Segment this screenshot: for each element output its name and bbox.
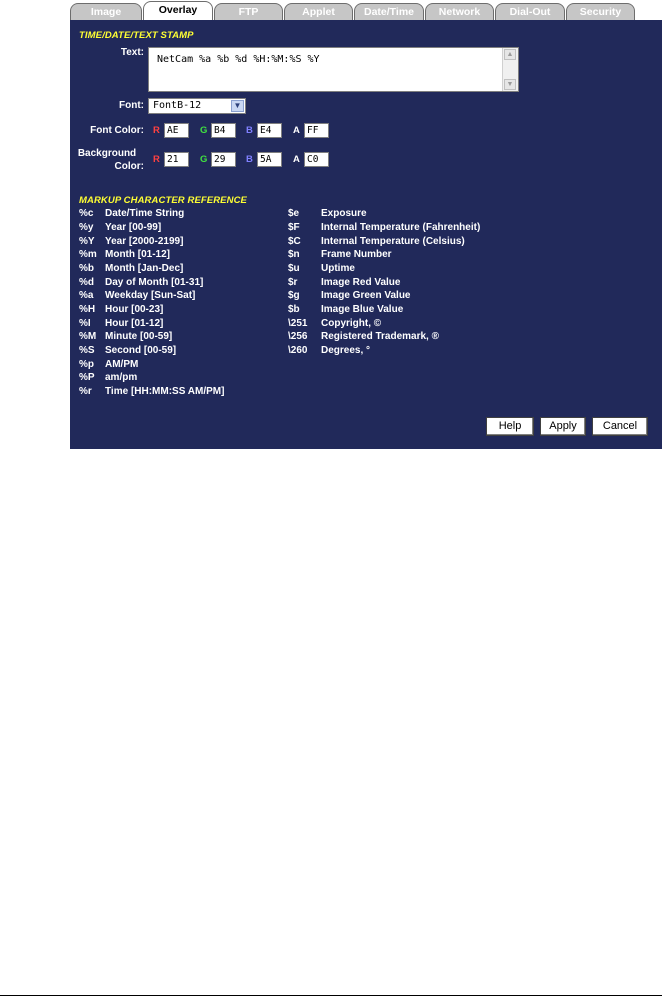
font-color-a-label: A — [293, 125, 300, 136]
tab-image[interactable]: Image — [70, 3, 142, 20]
markup-code: %S — [79, 345, 95, 356]
markup-code: %y — [79, 222, 94, 233]
markup-code: %P — [79, 372, 95, 383]
bg-color-a-label: A — [293, 154, 300, 165]
markup-code: $F — [288, 222, 300, 233]
markup-code: $C — [288, 236, 301, 247]
scroll-down-icon[interactable]: ▼ — [504, 79, 516, 90]
cancel-button[interactable]: Cancel — [592, 417, 648, 436]
markup-section-title: MARKUP CHARACTER REFERENCE — [79, 195, 247, 206]
markup-code: %H — [79, 304, 96, 315]
markup-desc: Month [Jan-Dec] — [105, 263, 184, 274]
markup-code: %d — [79, 277, 94, 288]
font-color-g-input[interactable]: B4 — [211, 123, 236, 138]
markup-desc: Internal Temperature (Celsius) — [321, 236, 465, 247]
markup-desc: am/pm — [105, 372, 138, 383]
markup-code: %I — [79, 318, 91, 329]
font-label: Font: — [119, 100, 144, 111]
markup-desc: Time [HH:MM:SS AM/PM] — [105, 386, 225, 397]
bg-color-label-line1: Background — [77, 148, 137, 159]
markup-desc: Date/Time String — [105, 208, 185, 219]
markup-desc: Frame Number — [321, 249, 392, 260]
stamp-text-value: NetCam %a %b %d %H:%M:%S %Y — [157, 54, 320, 65]
font-color-b-input[interactable]: E4 — [257, 123, 282, 138]
tab-date-time[interactable]: Date/Time — [354, 3, 424, 20]
textarea-scrollbar[interactable] — [502, 48, 518, 91]
markup-desc: Degrees, ° — [321, 345, 371, 356]
font-color-a-input[interactable]: FF — [304, 123, 329, 138]
markup-desc: Image Blue Value — [321, 304, 404, 315]
markup-code: $g — [288, 290, 300, 301]
tab-applet[interactable]: Applet — [284, 3, 353, 20]
overlay-panel — [70, 20, 662, 449]
markup-code: \260 — [288, 345, 308, 356]
markup-code: %a — [79, 290, 94, 301]
page-footer-rule — [0, 995, 662, 996]
bg-color-r-label: R — [153, 154, 160, 165]
markup-desc: Year [2000-2199] — [105, 236, 184, 247]
bg-color-g-label: G — [200, 154, 208, 165]
bg-color-a-input[interactable]: C0 — [304, 152, 329, 167]
markup-desc: Hour [01-12] — [105, 318, 164, 329]
markup-code: %r — [79, 386, 92, 397]
apply-button[interactable]: Apply — [540, 417, 586, 436]
help-button[interactable]: Help — [486, 417, 534, 436]
tab-overlay[interactable]: Overlay — [143, 1, 213, 21]
bg-color-b-input[interactable]: 5A — [257, 152, 282, 167]
bg-color-label-line2: Color: — [114, 161, 144, 172]
markup-code: $u — [288, 263, 300, 274]
markup-desc: Registered Trademark, ® — [321, 331, 439, 342]
markup-code: %b — [79, 263, 94, 274]
stamp-section-title: TIME/DATE/TEXT STAMP — [79, 30, 194, 41]
markup-code: \251 — [288, 318, 308, 329]
markup-code: $n — [288, 249, 300, 260]
font-select[interactable] — [148, 98, 246, 114]
bg-color-g-input[interactable]: 29 — [211, 152, 236, 167]
font-color-r-label: R — [153, 125, 160, 136]
markup-desc: Internal Temperature (Fahrenheit) — [321, 222, 481, 233]
markup-desc: AM/PM — [105, 359, 139, 370]
font-color-r-input[interactable]: AE — [164, 123, 189, 138]
markup-desc: Year [00-99] — [105, 222, 162, 233]
markup-desc: Image Red Value — [321, 277, 401, 288]
font-color-label: Font Color: — [90, 125, 144, 136]
markup-desc: Uptime — [321, 263, 355, 274]
bg-color-r-input[interactable]: 21 — [164, 152, 189, 167]
scroll-up-icon[interactable]: ▲ — [504, 49, 516, 60]
markup-code: %m — [79, 249, 97, 260]
markup-code: \256 — [288, 331, 308, 342]
font-color-b-label: B — [246, 125, 253, 136]
font-select-value: FontB-12 — [153, 100, 202, 111]
font-color-g-label: G — [200, 125, 208, 136]
stamp-text-input[interactable] — [148, 47, 519, 92]
markup-desc: Image Green Value — [321, 290, 411, 301]
markup-desc: Exposure — [321, 208, 367, 219]
text-label: Text: — [120, 47, 144, 58]
markup-desc: Copyright, © — [321, 318, 382, 329]
markup-code: $r — [288, 277, 298, 288]
tab-network[interactable]: Network — [425, 3, 494, 20]
markup-code: %Y — [79, 236, 95, 247]
markup-desc: Hour [00-23] — [105, 304, 164, 315]
markup-code: $b — [288, 304, 300, 315]
bg-color-b-label: B — [246, 154, 253, 165]
markup-desc: Minute [00-59] — [105, 331, 173, 342]
markup-desc: Day of Month [01-31] — [105, 277, 204, 288]
markup-code: %p — [79, 359, 94, 370]
markup-desc: Weekday [Sun-Sat] — [105, 290, 196, 301]
chevron-down-icon[interactable]: ▼ — [231, 100, 244, 112]
tab-bar — [70, 1, 662, 20]
tab-dial-out[interactable]: Dial-Out — [495, 3, 565, 20]
markup-code: %c — [79, 208, 94, 219]
markup-desc: Second [00-59] — [105, 345, 177, 356]
markup-code: %M — [79, 331, 97, 342]
tab-security[interactable]: Security — [566, 3, 635, 20]
tab-ftp[interactable]: FTP — [214, 3, 283, 20]
markup-code: $e — [288, 208, 300, 219]
markup-desc: Month [01-12] — [105, 249, 170, 260]
